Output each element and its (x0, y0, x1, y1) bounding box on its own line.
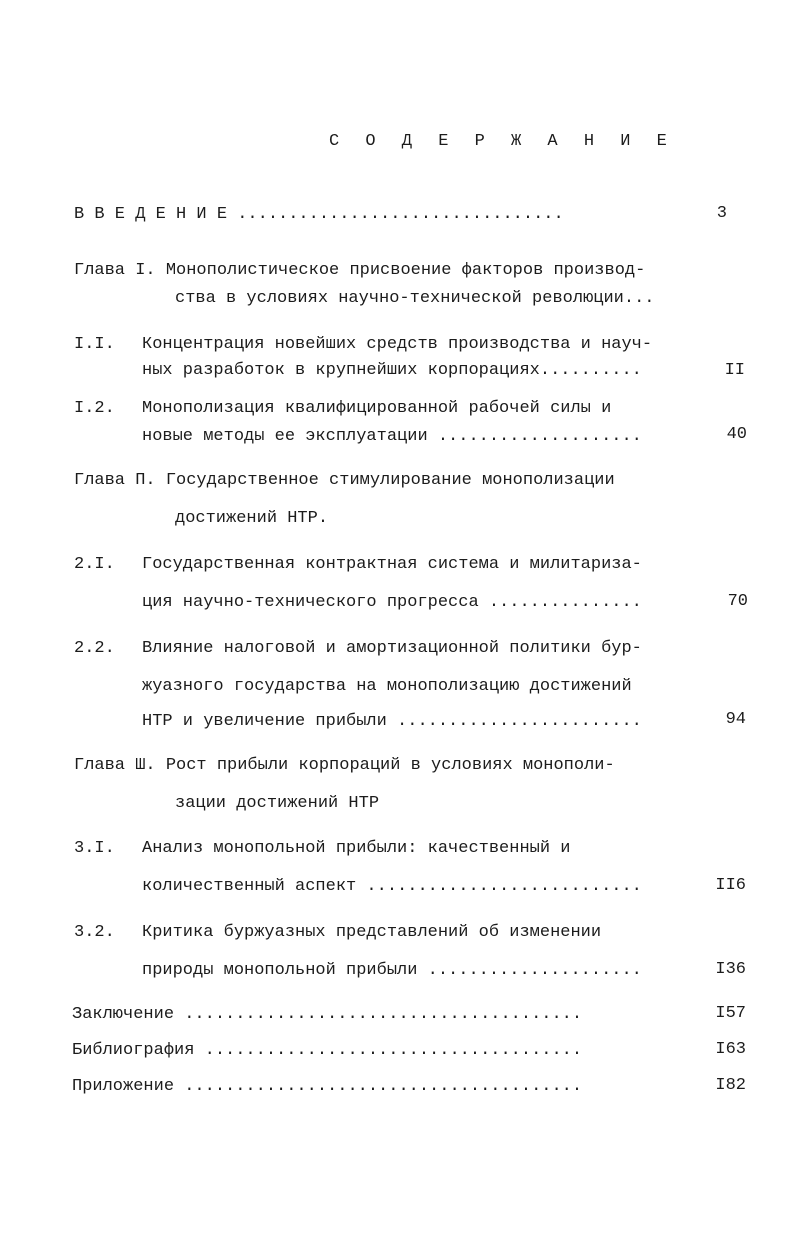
toc-chapter-2-line-1: Глава П. Государственное стимулирование монополизации (74, 471, 615, 490)
toc-section-1-1-page: II (724, 361, 745, 380)
toc-entry-intro: В В Е Д Е Н И Е ................................ (74, 205, 564, 224)
toc-section-2-2-line-2: жуазного государства на монополизацию достижений (142, 677, 632, 696)
toc-section-2-1-page: 70 (727, 592, 748, 611)
toc-chapter-3-line-2: зации достижений НТР (175, 794, 380, 813)
toc-section-3-1-line-1: Анализ монопольной прибыли: качественный и (142, 839, 571, 858)
toc-section-2-2-line-3: НТР и увеличение прибыли ........................ (142, 712, 642, 731)
toc-appendix: Приложение ....................................... (72, 1077, 583, 1096)
toc-section-1-2-page: 40 (726, 425, 747, 444)
toc-bibliography: Библиография ..................................... (72, 1041, 583, 1060)
toc-title: С О Д Е Р Ж А Н И Е (329, 132, 675, 151)
toc-appendix-page: I82 (715, 1076, 746, 1095)
toc-chapter-1-line-2: ства в условиях научно-технической революции... (175, 289, 655, 308)
toc-section-2-1-line-2: ция научно-технического прогресса ............... (142, 593, 642, 612)
toc-page-intro: 3 (716, 204, 727, 223)
toc-section-3-1-number: 3.I. (74, 839, 115, 858)
toc-section-1-1-line-2: ных разработок в крупнейших корпорациях.......... (142, 361, 642, 380)
toc-chapter-1-line-1: Глава I. Монополистическое присвоение факторов производ- (74, 261, 646, 280)
toc-section-1-2-line-1: Монополизация квалифицированной рабочей силы и (142, 399, 612, 418)
toc-section-2-2-number: 2.2. (74, 639, 115, 658)
toc-section-2-2-page: 94 (725, 710, 746, 729)
toc-section-1-2-number: I.2. (74, 399, 115, 418)
toc-section-1-1-line-1: Концентрация новейших средств производства и науч- (142, 335, 653, 354)
toc-section-3-2-line-2: природы монопольной прибыли ..................... (142, 961, 642, 980)
toc-section-3-2-line-1: Критика буржуазных представлений об изменении (142, 923, 602, 942)
toc-section-3-2-number: 3.2. (74, 923, 115, 942)
toc-section-1-1-number: I.I. (74, 335, 115, 354)
toc-conclusion-page: I57 (715, 1004, 746, 1023)
toc-section-1-2-line-2: новые методы ее эксплуатации .................... (142, 427, 642, 446)
toc-section-2-1-number: 2.I. (74, 555, 115, 574)
toc-section-3-2-page: I36 (715, 960, 746, 979)
toc-section-2-2-line-1: Влияние налоговой и амортизационной политики бур- (142, 639, 642, 658)
toc-section-3-1-page: II6 (715, 876, 746, 895)
toc-conclusion: Заключение ....................................... (72, 1005, 583, 1024)
toc-section-3-1-line-2: количественный аспект ........................... (142, 877, 642, 896)
toc-section-2-1-line-1: Государственная контрактная система и милитариза- (142, 555, 642, 574)
toc-bibliography-page: I63 (715, 1040, 746, 1059)
toc-chapter-2-line-2: достижений НТР. (175, 509, 329, 528)
toc-chapter-3-line-1: Глава Ш. Рост прибыли корпораций в условиях монополи- (74, 756, 615, 775)
